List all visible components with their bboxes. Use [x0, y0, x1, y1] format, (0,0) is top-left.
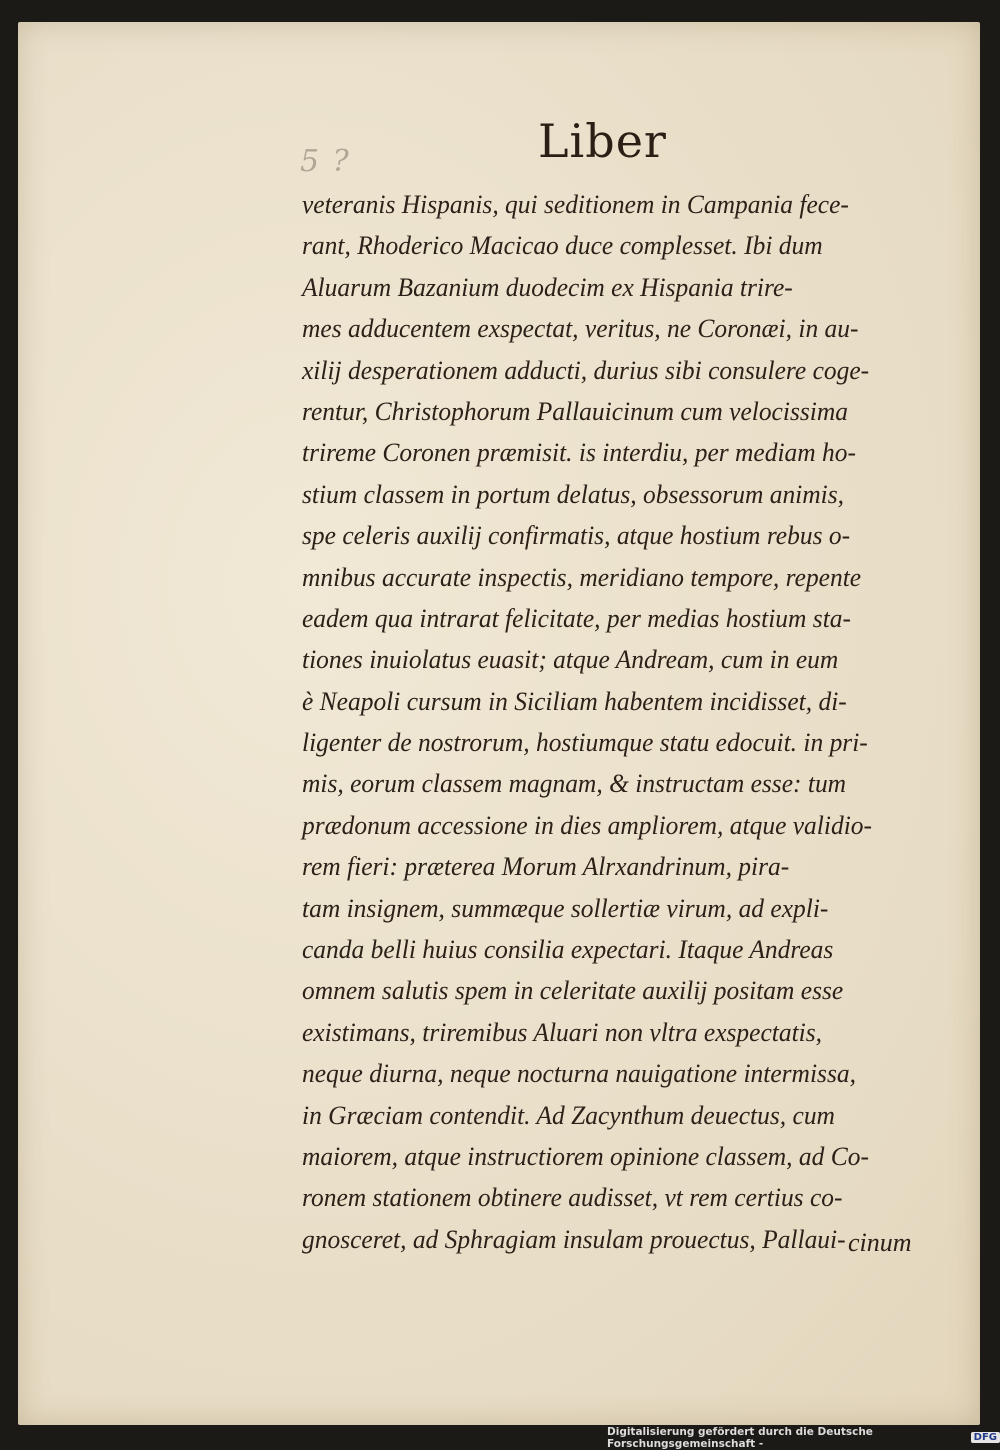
credit-text: Digitalisierung gefördert durch die Deutsche Forschungsgemeinschaft -: [607, 1425, 873, 1450]
text-line: trireme Coronen præmisit. is interdiu, per mediam ho-: [302, 438, 857, 468]
body-text: [302, 184, 992, 1260]
text-line: eadem qua intrarat felicitate, per medias hostium sta-: [302, 603, 852, 633]
text-line: rant, Rhoderico Macicao duce complesset. Ibi dum: [302, 231, 823, 261]
text-line: veteranis Hispanis, qui seditionem in Campania fece-: [302, 190, 849, 219]
text-line: rem fieri: præterea Morum Alrxandrinum, pira-: [302, 852, 790, 882]
text-line: ronem stationem obtinere audisset, vt rem certius co-: [302, 1183, 843, 1213]
text-line: mis, eorum classem magnam, & instructam esse: tum: [302, 769, 847, 799]
catchword: cinum: [848, 1228, 912, 1257]
text-line: mes adducentem exspectat, veritus, ne Coronæi, in au-: [302, 314, 859, 344]
running-header: Liber: [538, 114, 667, 168]
text-line: mnibus accurate inspectis, meridiano tempore, repente: [302, 562, 862, 592]
text-line: stium classem in portum delatus, obsessorum animis,: [302, 479, 845, 509]
dfg-logo: DFG: [971, 1432, 1000, 1443]
text-line: canda belli huius consilia expectari. Itaque Andreas: [302, 935, 834, 965]
text-line: tam insignem, summæque sollertiæ virum, ad expli-: [302, 893, 829, 923]
text-line: gnosceret, ad Sphragiam insulam prouectus, Pallaui-: [302, 1224, 846, 1254]
text-line: maiorem, atque instructiorem opinione classem, ad Co-: [302, 1141, 869, 1171]
text-line: ligenter de nostrorum, hostiumque statu edocuit. in pri-: [302, 728, 868, 758]
text-line: xilij desperationem adducti, durius sibi consulere coge-: [302, 355, 870, 385]
text-line: in Græciam contendit. Ad Zacynthum deuectus, cum: [302, 1100, 835, 1130]
footer-credit: [607, 1425, 1000, 1450]
text-line: Aluarum Bazanium duodecim ex Hispania trire-: [302, 272, 793, 302]
text-line: rentur, Christophorum Pallauicinum cum velocissima: [302, 396, 848, 426]
text-line: prædonum accessione in dies ampliorem, atque validio-: [302, 810, 872, 840]
folio-mark: 5 ?: [300, 144, 351, 179]
text-line: neque diurna, neque nocturna nauigatione intermissa,: [302, 1059, 856, 1089]
text-line: existimans, triremibus Aluari non vltra exspectatis,: [302, 1017, 823, 1047]
text-line: spe celeris auxilij confirmatis, atque hostium rebus o-: [302, 521, 851, 551]
text-line: è Neapoli cursum in Siciliam habentem incidisset, di-: [302, 686, 847, 716]
text-line: tiones inuiolatus euasit; atque Andream, cum in eum: [302, 645, 839, 675]
book-page: [18, 22, 980, 1425]
text-line: omnem salutis spem in celeritate auxilij positam esse: [302, 976, 844, 1006]
